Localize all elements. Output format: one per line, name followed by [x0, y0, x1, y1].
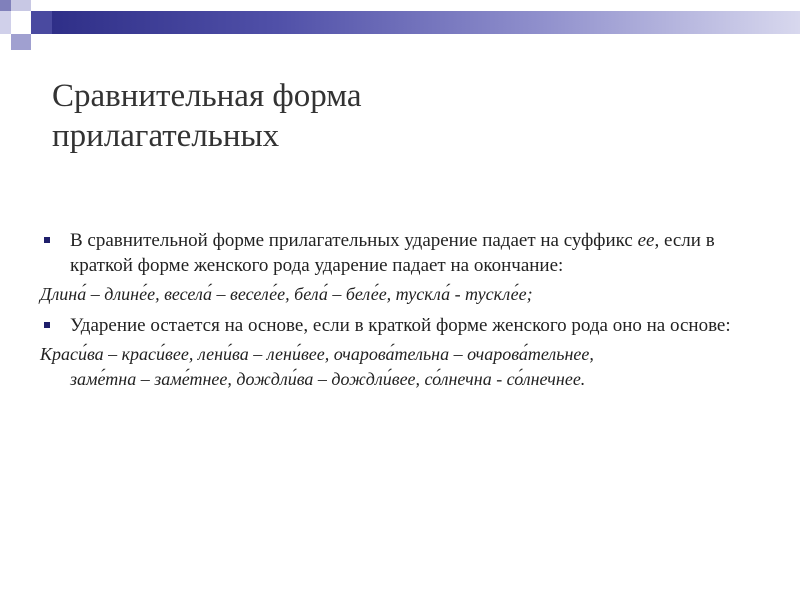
- example-line: Краси́ва – краси́вее, лени́ва – лени́вее, очарова́тельна – очарова́тельнее,: [40, 344, 594, 364]
- bullet-text: , если в краткой форме женского рода ударение падает на окончание:: [70, 230, 715, 276]
- bullet-marker-icon: [44, 237, 50, 243]
- deco-square: [0, 11, 11, 34]
- slide-body: [40, 228, 760, 398]
- deco-square: [11, 11, 31, 34]
- deco-square: [0, 0, 11, 11]
- bullet-text: Ударение остается на основе, если в краткой форме женского рода оно на основе:: [70, 315, 731, 336]
- header-gradient-bar: [52, 11, 800, 34]
- deco-square: [11, 34, 31, 50]
- example-line: заме́тна – заме́тнее, дождли́ва – дождли́вее, со́лнечна - со́лнечнее.: [70, 369, 586, 389]
- example-block: [40, 342, 760, 392]
- deco-square: [31, 11, 52, 34]
- bullet-item: [40, 228, 760, 278]
- slide-title: Сравнительная форма прилагательных: [52, 78, 362, 154]
- bullet-text: В сравнительной форме прилагательных ударение падает на суффикс: [70, 230, 638, 251]
- header-decoration: [0, 0, 800, 52]
- suffix-text: ее: [637, 230, 655, 251]
- bullet-marker-icon: [44, 322, 50, 328]
- bullet-item: [40, 313, 760, 338]
- deco-square: [31, 0, 52, 11]
- deco-square: [11, 0, 31, 11]
- example-line: Длина́ – длине́е, весела́ – веселе́е, бела́ – беле́е, тускла́ - тускле́е;: [40, 284, 533, 304]
